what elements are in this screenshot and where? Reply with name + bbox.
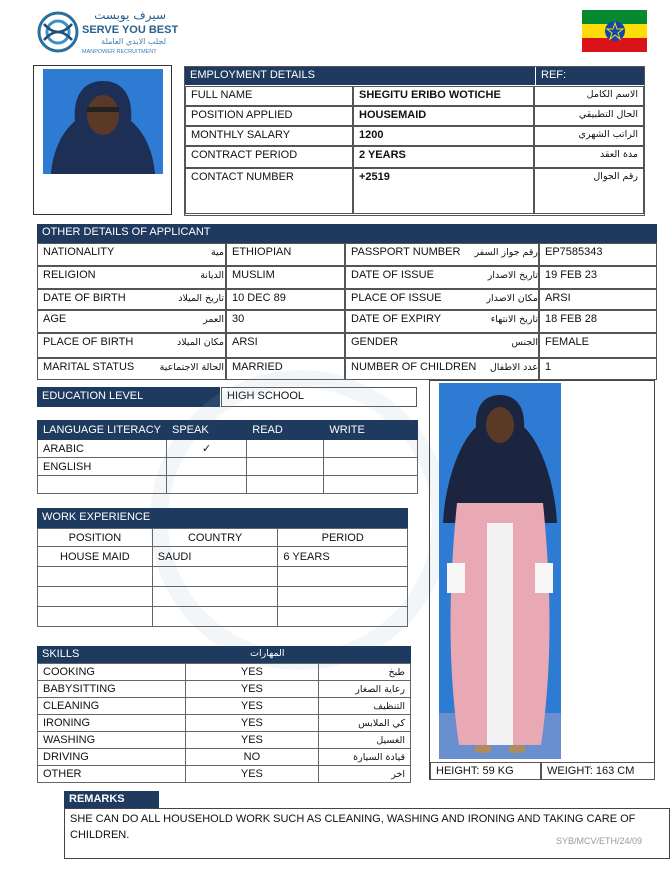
work-period [278, 587, 408, 607]
skill-arabic: كي الملابس [319, 715, 411, 732]
employment-arabic-label: الاسم الكامل [534, 86, 644, 106]
work-row [38, 607, 408, 627]
employment-label: MONTHLY SALARY [185, 126, 353, 146]
skill-arabic: قيادة السيارة [319, 749, 411, 766]
speak-value [166, 476, 246, 494]
employment-value: SHEGITU ERIBO WOTICHE [353, 86, 534, 106]
skill-value: YES [185, 715, 318, 732]
skill-value: YES [185, 698, 318, 715]
detail-arabic-label: تاريخ الميلاد [178, 293, 224, 304]
read-header: READ [247, 421, 324, 440]
skill-value: YES [185, 664, 318, 681]
applicant-portrait-icon [43, 69, 163, 174]
detail-arabic-label: عدد الاطفال [489, 362, 538, 373]
detail-value: MARRIED [226, 358, 345, 380]
detail-value: MUSLIM [226, 266, 345, 289]
employment-label: POSITION APPLIED [185, 106, 353, 126]
employment-details-header: EMPLOYMENT DETAILS [185, 67, 535, 85]
applicant-fullbody-icon [439, 383, 561, 759]
flag-emblem-icon [603, 19, 627, 43]
detail-label: NUMBER OF CHILDREN [345, 358, 539, 380]
write-value [324, 476, 418, 494]
skill-arabic: اخر [319, 766, 411, 783]
detail-arabic-label: رقم جواز السفر [474, 247, 538, 258]
skill-row [38, 698, 411, 715]
full-body-photo [439, 383, 561, 759]
detail-value: ARSI [226, 333, 345, 358]
work-experience-header: WORK EXPERIENCE [37, 508, 408, 528]
detail-arabic-label: الجنس [511, 337, 538, 348]
write-value [324, 440, 418, 458]
detail-arabic-label: تاريخ الاصدار [487, 270, 538, 281]
detail-label: PASSPORT NUMBER [345, 243, 539, 266]
skill-name: BABYSITTING [38, 681, 186, 698]
employment-value: 2 YEARS [353, 146, 534, 168]
skills-header: SKILLS [37, 646, 245, 663]
skill-value: YES [185, 766, 318, 783]
company-logo [36, 8, 179, 58]
detail-value: 19 FEB 23 [539, 266, 657, 289]
skill-name: COOKING [38, 664, 186, 681]
employment-value: HOUSEMAID [353, 106, 534, 126]
work-period [278, 607, 408, 627]
language-header: LANGUAGE LITERACY [38, 421, 167, 440]
employment-value: +2519 [353, 168, 534, 214]
skill-arabic: الغسيل [319, 732, 411, 749]
language-name [38, 476, 167, 494]
detail-label: NATIONALITY [37, 243, 226, 266]
skill-row [38, 681, 411, 698]
work-country [152, 567, 278, 587]
ref-label: REF: [535, 67, 644, 85]
logo-emblem-icon [36, 10, 80, 54]
speak-value [166, 458, 246, 476]
skill-arabic: طبخ [319, 664, 411, 681]
work-country [152, 607, 278, 627]
language-name: ENGLISH [38, 458, 167, 476]
work-country: SAUDI [152, 547, 278, 567]
work-row [38, 587, 408, 607]
skill-name: IRONING [38, 715, 186, 732]
weight-value: WEIGHT: 163 CM [541, 762, 655, 780]
read-value [247, 440, 324, 458]
ethiopia-flag [582, 10, 647, 52]
full-body-photo-frame [429, 380, 655, 780]
education-level-label: EDUCATION LEVEL [37, 387, 220, 407]
skills-header-arabic: المهارات [245, 646, 411, 663]
language-name: ARABIC [38, 440, 167, 458]
detail-label: DATE OF BIRTH [37, 289, 226, 310]
detail-value: ARSI [539, 289, 657, 310]
skill-name: OTHER [38, 766, 186, 783]
speak-value: ✓ [166, 440, 246, 458]
employment-label: CONTACT NUMBER [185, 168, 353, 214]
detail-label: RELIGION [37, 266, 226, 289]
skills-table [37, 663, 411, 783]
language-row [38, 458, 418, 476]
work-row [38, 547, 408, 567]
work-country [152, 587, 278, 607]
education-level-value: HIGH SCHOOL [221, 387, 417, 407]
employment-arabic-label: مدة العقد [534, 146, 644, 168]
read-value [247, 476, 324, 494]
skill-name: DRIVING [38, 749, 186, 766]
detail-value: FEMALE [539, 333, 657, 358]
other-details-header: OTHER DETAILS OF APPLICANT [37, 224, 226, 243]
work-position: HOUSE MAID [38, 547, 153, 567]
face-photo [43, 69, 163, 174]
other-details-header-fill [226, 224, 657, 243]
skill-value: YES [185, 732, 318, 749]
work-position [38, 587, 153, 607]
document-code: SYB/MCV/ETH/24/09 [556, 836, 643, 846]
employment-label: CONTRACT PERIOD [185, 146, 353, 168]
work-row [38, 567, 408, 587]
work-period: 6 YEARS [278, 547, 408, 567]
employment-arabic-label: الراتب الشهري [534, 126, 644, 146]
skill-value: NO [185, 749, 318, 766]
height-value: HEIGHT: 59 KG [430, 762, 541, 780]
logo-english-text: SERVE YOU BEST [82, 24, 179, 36]
skill-row [38, 732, 411, 749]
detail-arabic-label: مكان الميلاد [176, 337, 224, 348]
work-period [278, 567, 408, 587]
detail-value: 18 FEB 28 [539, 310, 657, 333]
detail-value: 30 [226, 310, 345, 333]
skill-row [38, 664, 411, 681]
detail-label: DATE OF ISSUE [345, 266, 539, 289]
skill-name: CLEANING [38, 698, 186, 715]
remarks-header: REMARKS [64, 791, 159, 808]
logo-arabic-text: سيرف يوبست [94, 8, 166, 22]
skill-value: YES [185, 681, 318, 698]
skill-row [38, 766, 411, 783]
logo-english-sub: MANPOWER RECRUITMENT [82, 49, 157, 55]
detail-label: AGE [37, 310, 226, 333]
work-experience-table [37, 528, 408, 627]
detail-label: MARITAL STATUS [37, 358, 226, 380]
detail-arabic-label: الديانة [200, 270, 224, 281]
employment-label: FULL NAME [185, 86, 353, 106]
employment-arabic-label: الحال التطبيقي [534, 106, 644, 126]
detail-label: PLACE OF BIRTH [37, 333, 226, 358]
work-position [38, 607, 153, 627]
write-value [324, 458, 418, 476]
skill-row [38, 749, 411, 766]
detail-label: PLACE OF ISSUE [345, 289, 539, 310]
detail-arabic-label: مكان الاصدار [486, 293, 538, 304]
detail-label: DATE OF EXPIRY [345, 310, 539, 333]
language-literacy-table [37, 420, 418, 494]
face-photo-frame [33, 65, 172, 215]
detail-value: EP7585343 [539, 243, 657, 266]
detail-label: GENDER [345, 333, 539, 358]
skill-arabic: رعاية الصغار [319, 681, 411, 698]
skill-row [38, 715, 411, 732]
language-row [38, 476, 418, 494]
write-header: WRITE [324, 421, 418, 440]
skill-arabic: التنظيف [319, 698, 411, 715]
language-row [38, 440, 418, 458]
detail-arabic-label: الحالة الاجتماعية [159, 362, 224, 373]
detail-value: 10 DEC 89 [226, 289, 345, 310]
detail-value: ETHIOPIAN [226, 243, 345, 266]
country-header: COUNTRY [152, 529, 278, 547]
employment-arabic-label: رقم الجوال [534, 168, 644, 214]
period-header: PERIOD [278, 529, 408, 547]
position-header: POSITION [38, 529, 153, 547]
skill-name: WASHING [38, 732, 186, 749]
logo-arabic-sub: لجلب الايدي العاملة [101, 37, 166, 46]
detail-value: 1 [539, 358, 657, 380]
detail-arabic-label: العمر [203, 314, 224, 325]
remarks-text: SHE CAN DO ALL HOUSEHOLD WORK SUCH AS CLEANING, WASHING AND IRONING AND TAKING CARE OF CHILDREN. [70, 813, 636, 841]
speak-header: SPEAK [166, 421, 246, 440]
employment-value: 1200 [353, 126, 534, 146]
work-position [38, 567, 153, 587]
detail-arabic-label: تاريخ الانتهاء [490, 314, 538, 325]
detail-arabic-label: مية [210, 247, 224, 258]
read-value [247, 458, 324, 476]
